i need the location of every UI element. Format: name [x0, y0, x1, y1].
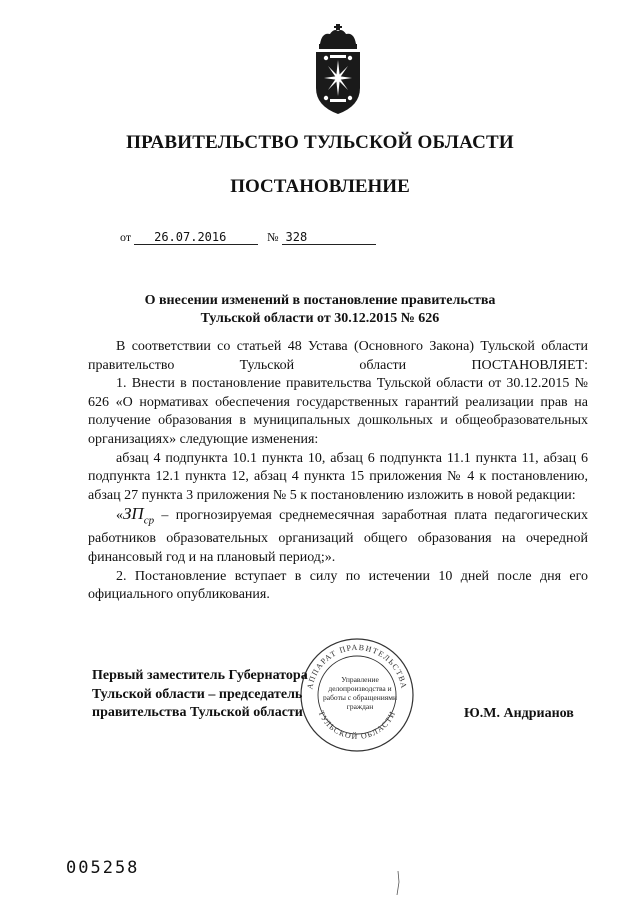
- formula-symbol: [123, 504, 155, 527]
- serial-number: 005258: [66, 858, 140, 878]
- heading-line-2: Тульской области от 30.12.2015 № 626: [200, 311, 440, 326]
- signatory-name: Ю.М. Андрианов: [464, 706, 574, 721]
- coat-of-arms-icon: [306, 22, 370, 118]
- svg-text:ТУЛЬСКОЙ ОБЛАСТИ: [317, 709, 398, 741]
- signatory-line-1: Первый заместитель Губернатора: [92, 668, 308, 683]
- signatory-line-2: Тульской области – председатель: [92, 686, 303, 702]
- document-heading: [0, 292, 640, 328]
- document-number: 328: [282, 230, 376, 245]
- paragraph-preamble: В соответствии со статьей 48 Устава (Основного Закона) Тульской области правительство Тульской области ПОСТАНОВЛЯЕТ:: [88, 339, 588, 373]
- document-type: ПОСТАНОВЛЕНИЕ: [230, 176, 410, 197]
- formula-open-quote: «: [116, 508, 123, 524]
- pen-mark: [392, 870, 404, 896]
- document-date: 26.07.2016: [134, 230, 258, 245]
- document-body: [88, 338, 588, 605]
- date-label: от: [120, 230, 132, 244]
- stamp-ring-top: АППАРАТ ПРАВИТЕЛЬСТВА: [305, 642, 409, 690]
- number-label: №: [267, 230, 279, 244]
- stamp-ring-bottom: ТУЛЬСКОЙ ОБЛАСТИ: [316, 709, 398, 742]
- paragraph-item-1: 1. Внести в постановление правительства Тульской области от 30.12.2015 № 626 «О нормативах обеспечения государственных гарантий реализации прав на получение образования в муниципальных дошкольных и общеобразовательных организациях» следующие изменения:: [88, 376, 588, 447]
- formula-text: – прогнозируемая среднемесячная заработная плата педагогических работников образовательных организаций общего образования на очередной финансовый год и на плановый период;».: [88, 508, 588, 565]
- paragraph-changes: абзац 4 подпункта 10.1 пункта 10, абзац 6 подпункта 11.1 пункта 11, абзац 6 подпункта 12.1 пункта 12, абзац 4 пункта 15 приложения № 4 к постановлению, абзац 27 пункта 3 приложения № 5 к постановлению изложить в новой редакции:: [88, 450, 588, 503]
- paragraph-item-2: 2. Постановление вступает в силу по истечении 10 дней после дня его официального опубликования.: [88, 568, 588, 603]
- signatory-line-3: правительства Тульской области: [92, 705, 303, 720]
- document-meta: [120, 230, 376, 245]
- government-title: ПРАВИТЕЛЬСТВО ТУЛЬСКОЙ ОБЛАСТИ: [126, 132, 514, 153]
- heading-line-1: О внесении изменений в постановление правительства: [144, 293, 496, 308]
- formula-symbol-main: ЗП: [123, 504, 144, 524]
- stamp-center-text: Управление делопроизводства и работы с обращениями граждан: [323, 675, 397, 711]
- signatory-position: [92, 667, 308, 723]
- paragraph-formula: [88, 505, 588, 567]
- formula-symbol-subscript: ср: [143, 514, 155, 527]
